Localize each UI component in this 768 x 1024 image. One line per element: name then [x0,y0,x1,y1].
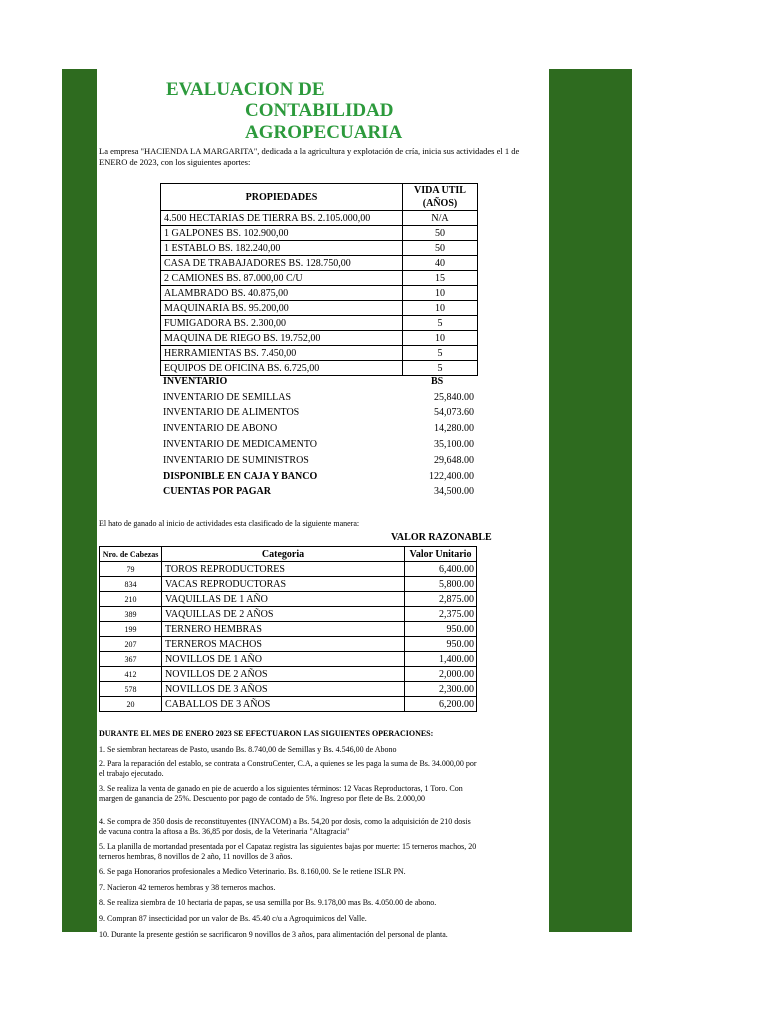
inventory-value: 25,840.00 [434,391,474,403]
table-row [100,652,477,667]
operation-item: 8. Se realiza siembra de 10 hectaria de papas, se usa semilla por Bs. 9.178,00 mas Bs. 4.050.00 de abono. [99,898,437,907]
inventory-label: DISPONIBLE EN CAJA Y BANCO [163,470,318,482]
table-row [100,592,477,607]
property-name: CASA DE TRABAJADORES BS. 128.750,00 [161,256,403,271]
operation-item: 9. Compran 87 insecticidad por un valor de Bs. 45.40 c/u a Agroquimicos del Valle. [99,914,367,923]
cattle-category: TOROS REPRODUCTORES [162,562,405,577]
inventory-label: CUENTAS POR PAGAR [163,486,271,498]
cattle-category: NOVILLOS DE 3 AÑOS [162,682,405,697]
table-row [161,241,478,256]
cattle-count: 207 [100,637,162,652]
inventory-value: 29,648.00 [434,454,474,466]
property-life: 50 [403,241,478,256]
table-row [161,316,478,331]
table-row [100,697,477,712]
cattle-unit-value: 2,875.00 [405,592,477,607]
title-line-2: CONTABILIDAD [245,100,394,121]
cattle-count: 210 [100,592,162,607]
table-row [161,211,478,226]
cattle-unit-value: 2,375.00 [405,607,477,622]
table-row [160,485,478,501]
table-row [161,271,478,286]
operation-item: 2. Para la reparación del establo, se contrata a ConstruCenter, C.A, a quienes se les paga la suma de Bs. 34.000,00 por el trabajo ejecutado. [99,759,477,778]
inventory-header: INVENTARIO [163,375,228,387]
cattle-category: VACAS REPRODUCTORAS [162,577,405,592]
cattle-unit-value: 6,400.00 [405,562,477,577]
operation-item: 10. Durante la presente gestión se sacrificaron 9 novillos de 3 años, para alimentación del personal de planta. [99,930,448,939]
useful-life-header [403,184,478,211]
property-name: EQUIPOS DE OFICINA BS. 6.725,00 [161,361,403,376]
cattle-unit-value: 2,300.00 [405,682,477,697]
table-row [100,667,477,682]
property-name: 1 ESTABLO BS. 182.240,00 [161,241,403,256]
inventory-value: 35,100.00 [434,439,474,451]
cattle-count: 20 [100,697,162,712]
useful-life-header-line1: VIDA UTIL [414,185,466,196]
table-row [100,577,477,592]
property-life: 10 [403,331,478,346]
table-row [100,637,477,652]
property-name: FUMIGADORA BS. 2.300,00 [161,316,403,331]
cattle-category: VAQUILLAS DE 1 AÑO [162,592,405,607]
title-line-1: EVALUACION DE [166,79,325,100]
inventory-value-header: BS [431,375,444,387]
cattle-category: CABALLOS DE 3 AÑOS [162,697,405,712]
table-row [160,390,478,406]
property-life: 50 [403,226,478,241]
cattle-unit-value: 6,200.00 [405,697,477,712]
inventory-label: INVENTARIO DE MEDICAMENTO [163,439,317,451]
title-line-3: AGROPECUARIA [245,122,403,143]
inventory-label: INVENTARIO DE ABONO [163,423,278,435]
table-row [160,421,478,437]
cattle-count: 389 [100,607,162,622]
operation-item: 6. Se paga Honorarios profesionales a Medico Veterinario. Bs. 8.160,00. Se le retiene ISLR PN. [99,867,406,876]
hato-note: El hato de ganado al inicio de actividades esta clasificado de la siguiente manera: [99,519,360,528]
right-green-bar [549,69,632,932]
table-row [160,453,478,469]
property-life: 10 [403,286,478,301]
inventory-label: INVENTARIO DE ALIMENTOS [163,407,300,419]
table-row [100,607,477,622]
count-header: Nro. de Cabezas [100,547,162,562]
cattle-category: TERNERO HEMBRAS [162,622,405,637]
cattle-count: 834 [100,577,162,592]
operation-item: 3. Se realiza la venta de ganado en pie de acuerdo a los siguientes términos: 12 Vacas Reproductoras, 1 Toro. Con margen de ganancia de 25%. Descuento por pago de contado de 5%. Ingreso por flete de Bs. 2.000,00 [99,784,463,803]
cattle-count: 199 [100,622,162,637]
cattle-unit-value: 5,800.00 [405,577,477,592]
unit-value-header: Valor Unitario [405,547,477,562]
cattle-unit-value: 950.00 [405,637,477,652]
cattle-category: VAQUILLAS DE 2 AÑOS [162,607,405,622]
table-row [161,286,478,301]
property-life: N/A [403,211,478,226]
inventory-value: 54,073.60 [434,407,474,419]
property-name: 2 CAMIONES BS. 87.000,00 C/U [161,271,403,286]
property-name: HERRAMIENTAS BS. 7.450,00 [161,346,403,361]
table-row [160,406,478,422]
table-row [100,682,477,697]
cattle-unit-value: 1,400.00 [405,652,477,667]
property-name: ALAMBRADO BS. 40.875,00 [161,286,403,301]
table-row [161,226,478,241]
cattle-unit-value: 2,000.00 [405,667,477,682]
properties-table [160,183,478,376]
table-row [161,301,478,316]
table-row [161,331,478,346]
operations-heading: DURANTE EL MES DE ENERO 2023 SE EFECTUARON LAS SIGUIENTES OPERACIONES: [99,729,434,738]
inventory-value: 34,500.00 [434,486,474,498]
table-row [161,346,478,361]
property-life: 5 [403,361,478,376]
property-life: 10 [403,301,478,316]
inventory-table [160,374,478,500]
inventory-label: INVENTARIO DE SUMINISTROS [163,454,309,466]
table-row [161,256,478,271]
category-header: Categoria [162,547,405,562]
cattle-category: TERNEROS MACHOS [162,637,405,652]
left-green-bar [62,69,97,932]
table-row [100,562,477,577]
inventory-label: INVENTARIO DE SEMILLAS [163,391,292,403]
operation-item: 5. La planilla de mortandad presentada por el Capataz registra las siguientes bajas por muerte: 15 terneros machos, 20 terneros hembras, 8 novillos de 2 año, 11 novillos de 3 años. [99,842,477,861]
property-life: 5 [403,316,478,331]
operation-item: 7. Nacieron 42 terneros hembras y 38 terneros machos. [99,883,276,892]
cattle-category: NOVILLOS DE 1 AÑO [162,652,405,667]
table-row [160,437,478,453]
property-name: 4.500 HECTARIAS DE TIERRA BS. 2.105.000,00 [161,211,403,226]
inventory-value: 122,400.00 [429,470,474,482]
cattle-count: 79 [100,562,162,577]
inventory-value: 14,280.00 [434,423,474,435]
table-row [160,374,478,390]
table-row [100,622,477,637]
operation-item: 4. Se compra de 350 dosis de reconstituyentes (INYACOM) a Bs. 54,20 por dosis, como la adquisición de 210 dosis de vacuna contra la aftosa a Bs. 36,85 por dosis, de la Veterinaria "Altagracia" [99,817,471,836]
property-life: 5 [403,346,478,361]
table-row [160,469,478,485]
property-life: 15 [403,271,478,286]
properties-header: PROPIEDADES [161,184,403,211]
cattle-unit-value: 950.00 [405,622,477,637]
cattle-category: NOVILLOS DE 2 AÑOS [162,667,405,682]
operation-item: 1. Se siembran hectareas de Pasto, usando Bs. 8.740,00 de Semillas y Bs. 4.546,00 de Abono [99,745,397,754]
valor-razonable-label: VALOR RAZONABLE [391,532,492,543]
property-name: MAQUINARIA BS. 95.200,00 [161,301,403,316]
cattle-count: 367 [100,652,162,667]
cattle-count: 412 [100,667,162,682]
intro-paragraph: La empresa "HACIENDA LA MARGARITA", dedicada a la agricultura y explotación de cría, inicia sus actividades el 1 de ENERO de 2023, con los siguientes aportes: [99,146,520,167]
property-name: MAQUINA DE RIEGO BS. 19.752,00 [161,331,403,346]
cattle-table [99,546,477,712]
useful-life-header-line2: (AÑOS) [422,198,458,209]
cattle-count: 578 [100,682,162,697]
property-name: 1 GALPONES BS. 102.900,00 [161,226,403,241]
property-life: 40 [403,256,478,271]
